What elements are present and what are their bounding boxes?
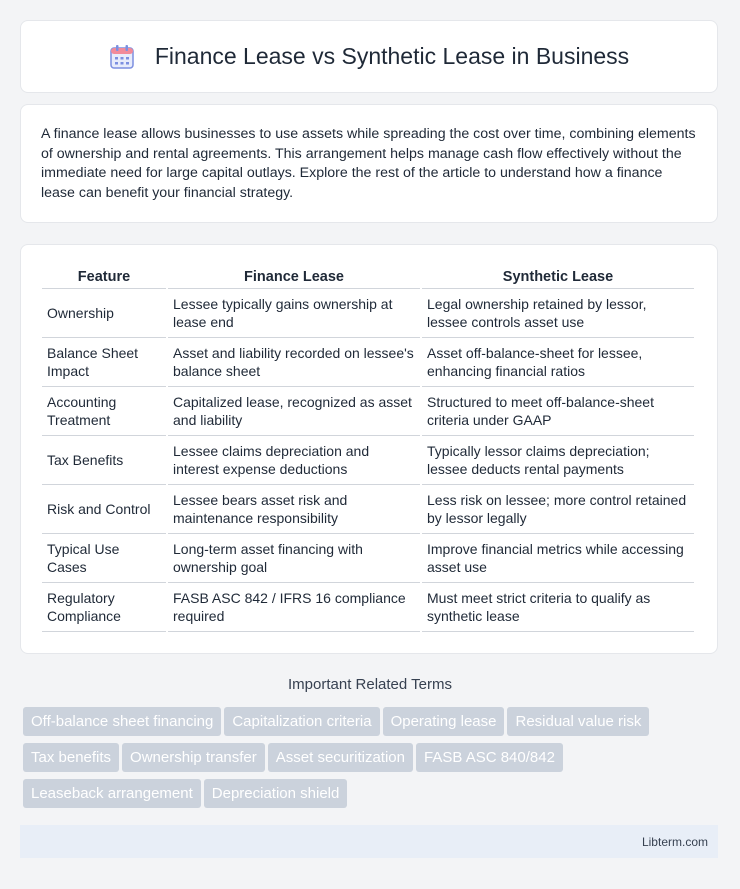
synthetic-lease-cell: Legal ownership retained by lessor, lessee controls asset use bbox=[422, 289, 694, 338]
title-card bbox=[20, 20, 718, 93]
related-term-tag[interactable]: Ownership transfer bbox=[122, 743, 265, 772]
synthetic-lease-cell: Less risk on lessee; more control retained by lessor legally bbox=[422, 485, 694, 534]
calendar-icon bbox=[109, 44, 135, 70]
feature-cell: Accounting Treatment bbox=[42, 387, 166, 436]
column-header: Feature bbox=[42, 265, 166, 289]
feature-cell: Regulatory Compliance bbox=[42, 583, 166, 632]
related-term-tag[interactable]: Operating lease bbox=[383, 707, 505, 736]
related-term-tag[interactable]: Capitalization criteria bbox=[224, 707, 379, 736]
synthetic-lease-cell: Asset off-balance-sheet for lessee, enhancing financial ratios bbox=[422, 338, 694, 387]
footer bbox=[20, 825, 718, 858]
table-row bbox=[42, 485, 694, 534]
comparison-card bbox=[20, 244, 718, 654]
table-row bbox=[42, 436, 694, 485]
related-term-tag[interactable]: Leaseback arrangement bbox=[23, 779, 201, 808]
finance-lease-cell: Lessee claims depreciation and interest expense deductions bbox=[168, 436, 420, 485]
related-term-tag[interactable]: FASB ASC 840/842 bbox=[416, 743, 563, 772]
synthetic-lease-cell: Improve financial metrics while accessing asset use bbox=[422, 534, 694, 583]
related-term-tag[interactable]: Tax benefits bbox=[23, 743, 119, 772]
comparison-table bbox=[40, 265, 696, 632]
related-terms-list bbox=[23, 707, 713, 815]
table-row bbox=[42, 534, 694, 583]
column-header: Synthetic Lease bbox=[422, 265, 694, 289]
finance-lease-cell: Capitalized lease, recognized as asset and liability bbox=[168, 387, 420, 436]
intro-card bbox=[20, 104, 718, 223]
table-row bbox=[42, 387, 694, 436]
feature-cell: Tax Benefits bbox=[42, 436, 166, 485]
related-term-tag[interactable]: Asset securitization bbox=[268, 743, 413, 772]
feature-cell: Ownership bbox=[42, 289, 166, 338]
feature-cell: Risk and Control bbox=[42, 485, 166, 534]
table-row bbox=[42, 338, 694, 387]
column-header: Finance Lease bbox=[168, 265, 420, 289]
feature-cell: Balance Sheet Impact bbox=[42, 338, 166, 387]
finance-lease-cell: Lessee bears asset risk and maintenance responsibility bbox=[168, 485, 420, 534]
synthetic-lease-cell: Structured to meet off-balance-sheet criteria under GAAP bbox=[422, 387, 694, 436]
related-terms-title: Important Related Terms bbox=[288, 676, 452, 693]
footer-brand[interactable]: Libterm.com bbox=[641, 835, 708, 849]
feature-cell: Typical Use Cases bbox=[42, 534, 166, 583]
synthetic-lease-cell: Must meet strict criteria to qualify as synthetic lease bbox=[422, 583, 694, 632]
intro-text: A finance lease allows businesses to use assets while spreading the cost over time, combining elements of ownership and rental agreements. This arrangement helps manage cash flow effectively without the immediate need for large capital outlays. Explore the rest of the article to understand how a finance lease can benefit your financial strategy. bbox=[41, 126, 696, 201]
table-row bbox=[42, 583, 694, 632]
related-term-tag[interactable]: Off-balance sheet financing bbox=[23, 707, 221, 736]
related-term-tag[interactable]: Residual value risk bbox=[507, 707, 649, 736]
related-term-tag[interactable]: Depreciation shield bbox=[204, 779, 348, 808]
synthetic-lease-cell: Typically lessor claims depreciation; lessee deducts rental payments bbox=[422, 436, 694, 485]
finance-lease-cell: Long-term asset financing with ownership goal bbox=[168, 534, 420, 583]
page-title: Finance Lease vs Synthetic Lease in Business bbox=[154, 43, 630, 69]
table-header-row bbox=[42, 265, 694, 289]
table-row bbox=[42, 289, 694, 338]
finance-lease-cell: Lessee typically gains ownership at lease end bbox=[168, 289, 420, 338]
finance-lease-cell: Asset and liability recorded on lessee's balance sheet bbox=[168, 338, 420, 387]
finance-lease-cell: FASB ASC 842 / IFRS 16 compliance required bbox=[168, 583, 420, 632]
